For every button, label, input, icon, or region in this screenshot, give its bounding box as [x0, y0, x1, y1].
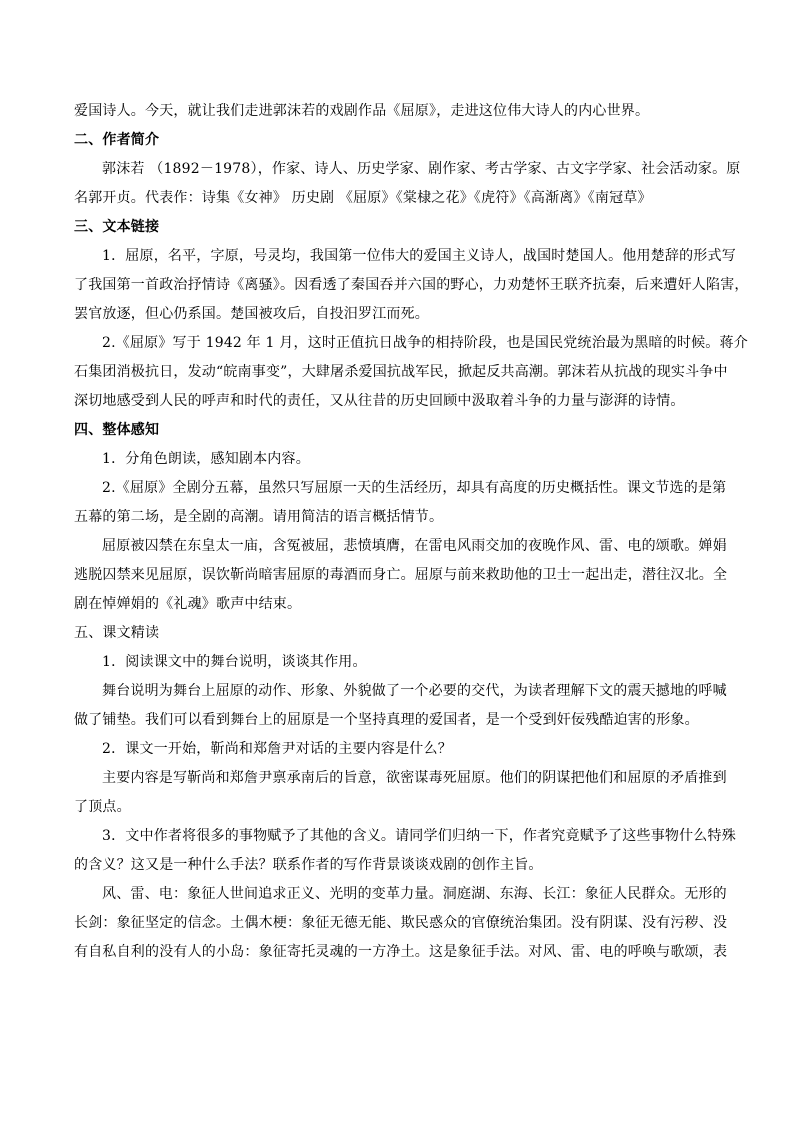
close-reading-q3-line-1: 3．文中作者将很多的事物赋予了其他的含义。请同学们归纳一下，作者究竟赋予了这些事物什么特殊: [102, 828, 736, 844]
close-reading-q2: 2．课文一开始，靳尚和郑詹尹对话的主要内容是什么？: [102, 741, 452, 757]
author-line-1: 郭沫若 （1892－1978），作家、诗人、历史学家、剧作家、考古学家、古文字学家、社会活动家。原: [102, 161, 741, 177]
links-p2-line-1: 2.《屈原》写于 1942 年 1 月，这时正值抗日战争的相持阶段，也是国民党统治最为黑暗的时候。蒋介: [102, 335, 748, 351]
intro-tail-line: 爱国诗人。今天，就让我们走进郭沫若的戏剧作品《屈原》，走进这位伟大诗人的内心世界。: [74, 103, 650, 119]
close-reading-a1-line-1: 舞台说明为舞台上屈原的动作、形象、外貌做了一个必要的交代，为读者理解下文的震天撼地的呼喊: [102, 683, 727, 699]
overall-p2-line-2: 五幕的第二场，是全剧的高潮。请用简洁的语言概括情节。: [74, 509, 444, 525]
section-heading-overall: 四、整体感知: [74, 422, 160, 438]
overall-p3-line-1: 屈原被囚禁在东皇太一庙，含冤被屈，悲愤填膺，在雷电风雨交加的夜晚作风、雷、电的颂歌。婵娟: [102, 538, 727, 554]
section-heading-author: 二、作者简介: [74, 132, 160, 148]
close-reading-q3-line-2: 的含义？这又是一种什么手法？联系作者的写作背景谈谈戏剧的创作主旨。: [74, 857, 543, 873]
close-reading-a1-line-2: 做了铺垫。我们可以看到舞台上的屈原是一个坚持真理的爱国者，是一个受到奸佞残酷迫害的形象。: [74, 712, 699, 728]
section-heading-close-reading: 五、课文精读: [74, 625, 160, 641]
links-p2-line-3: 深切地感受到人民的呼声和时代的责任，又从往昔的历史回顾中汲取着斗争的力量与澎湃的诗情。: [74, 393, 685, 409]
author-line-2: 名郭开贞。代表作：诗集《女神》 历史剧 《屈原》《棠棣之花》《虎符》《高渐离》《南冠草》: [74, 190, 652, 206]
close-reading-q1: 1．阅读课文中的舞台说明，谈谈其作用。: [102, 654, 367, 670]
overall-p2-line-1: 2.《屈原》全剧分五幕，虽然只写屈原一天的生活经历，却具有高度的历史概括性。课文节选的是第: [102, 480, 727, 496]
links-p1-line-3: 罢官放逐，但心仍系国。楚国被攻后，自投汨罗江而死。: [74, 306, 429, 322]
links-p1-line-2: 了我国第一首政治抒情诗《离骚》。因看透了秦国吞并六国的野心，力劝楚怀王联齐抗秦，后来遭奸人陷害，: [74, 277, 749, 293]
overall-p1: 1．分角色朗读，感知剧本内容。: [102, 451, 310, 467]
close-reading-a2-line-2: 了顶点。: [74, 799, 131, 815]
close-reading-a3-line-1: 风、雷、电：象征人世间追求正义、光明的变革力量。洞庭湖、东海、长江：象征人民群众。无形的: [102, 886, 727, 902]
close-reading-a2-line-1: 主要内容是写靳尚和郑詹尹禀承南后的旨意，欲密谋毒死屈原。他们的阴谋把他们和屈原的矛盾推到: [102, 770, 727, 786]
close-reading-a3-line-2: 长剑：象征坚定的信念。土偶木梗：象征无德无能、欺民惑众的官僚统治集团。没有阴谋、没有污秽、没: [74, 915, 728, 931]
links-p1-line-1: 1．屈原，名平，字原，号灵均，我国第一位伟大的爱国主义诗人，战国时楚国人。他用楚辞的形式写: [102, 248, 736, 264]
document-body: [74, 97, 749, 967]
section-heading-links: 三、文本链接: [74, 219, 160, 235]
links-p2-line-2: 石集团消极抗日，发动“皖南事变”，大肆屠杀爱国抗战军民，掀起反共高潮。郭沫若从抗战的现实斗争中: [74, 364, 728, 380]
overall-p3-line-3: 剧在悼婵娟的《礼魂》歌声中结束。: [74, 596, 302, 612]
overall-p3-line-2: 逃脱囚禁来见屈原，误饮靳尚暗害屈原的毒酒而身亡。屈原与前来救助他的卫士一起出走，潜往汉北。全: [74, 567, 728, 583]
close-reading-a3-line-3: 有自私自利的没有人的小岛：象征寄托灵魂的一方净土。这是象征手法。对风、雷、电的呼唤与歌颂，表: [74, 944, 728, 960]
